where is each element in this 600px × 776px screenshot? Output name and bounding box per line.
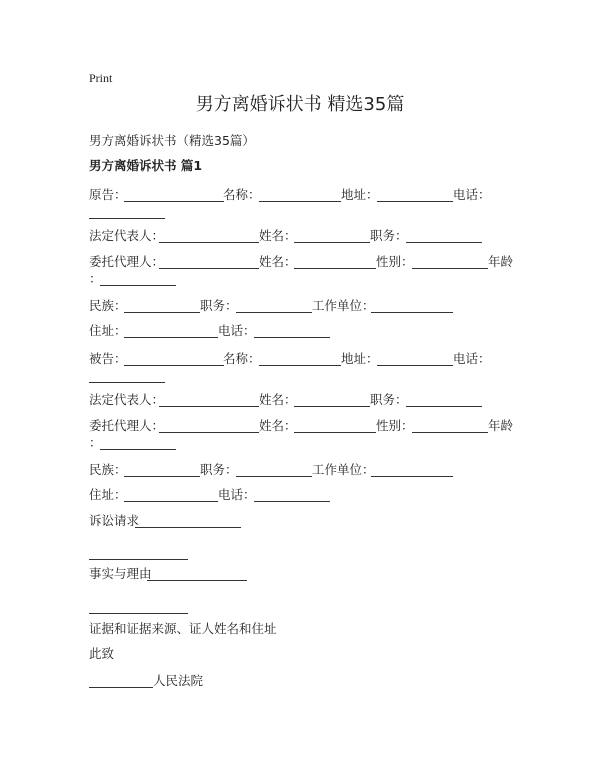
blank-field-line[interactable]	[159, 242, 259, 243]
label-evidence: 证据和证据来源、证人姓名和住址	[89, 621, 277, 636]
blank-field-line[interactable]	[236, 312, 312, 313]
label-person-name: 姓名：	[259, 228, 297, 243]
label-to: 此致	[89, 646, 115, 661]
label-position: 职务：	[200, 298, 238, 313]
label-defendant: 被告：	[89, 351, 127, 366]
blank-field-line[interactable]	[124, 337, 218, 338]
blank-field-line[interactable]	[89, 218, 165, 219]
label-agent: 委托代理人：	[89, 418, 165, 433]
label-gender: 性别：	[376, 254, 414, 269]
blank-field-line[interactable]	[254, 501, 330, 502]
label-position: 职务：	[370, 392, 408, 407]
label-ethnicity: 民族：	[89, 298, 127, 313]
blank-field-line[interactable]	[259, 201, 341, 202]
section-heading: 男方离婚诉状书 篇1	[89, 158, 203, 173]
subtitle: 男方离婚诉状书（精选35篇）	[89, 133, 255, 148]
label-ethnicity: 民族：	[89, 462, 127, 477]
label-address: 地址：	[341, 187, 379, 202]
blank-field-line[interactable]	[100, 449, 176, 450]
label-colon: ：	[89, 435, 102, 450]
blank-field-line[interactable]	[254, 337, 330, 338]
blank-field-line[interactable]	[89, 382, 165, 383]
label-person-name: 姓名：	[259, 392, 297, 407]
label-age: 年龄	[488, 418, 514, 433]
blank-field-line[interactable]	[124, 201, 224, 202]
blank-field-line[interactable]	[147, 580, 247, 581]
label-person-name: 姓名：	[259, 254, 297, 269]
label-phone: 电话：	[453, 187, 491, 202]
blank-field-line[interactable]	[124, 501, 218, 502]
label-address: 地址：	[341, 351, 379, 366]
blank-field-line[interactable]	[135, 527, 241, 528]
blank-field-line[interactable]	[89, 613, 188, 614]
label-agent: 委托代理人：	[89, 254, 165, 269]
blank-field-line[interactable]	[377, 201, 453, 202]
label-position: 职务：	[200, 462, 238, 477]
blank-field-line[interactable]	[259, 365, 341, 366]
label-phone: 电话：	[218, 487, 256, 502]
blank-field-line[interactable]	[406, 242, 482, 243]
page-title: 男方离婚诉状书 精选35篇	[195, 94, 405, 115]
label-workplace: 工作单位：	[312, 462, 375, 477]
blank-field-line[interactable]	[100, 285, 176, 286]
label-residence: 住址：	[89, 487, 127, 502]
print-link[interactable]: Print	[89, 71, 113, 85]
label-workplace: 工作单位：	[312, 298, 375, 313]
blank-field-line[interactable]	[377, 365, 453, 366]
blank-field-line[interactable]	[406, 406, 482, 407]
label-facts: 事实与理由	[89, 566, 152, 581]
blank-field-line[interactable]	[236, 476, 312, 477]
label-age: 年龄	[488, 254, 514, 269]
blank-field-line[interactable]	[412, 432, 488, 433]
label-legal-rep: 法定代表人：	[89, 228, 165, 243]
label-gender: 性别：	[376, 418, 414, 433]
label-legal-rep: 法定代表人：	[89, 392, 165, 407]
label-name: 名称：	[223, 351, 261, 366]
blank-field-line[interactable]	[89, 687, 153, 688]
label-name: 名称：	[223, 187, 261, 202]
label-colon: ：	[89, 271, 102, 286]
blank-field-line[interactable]	[159, 268, 259, 269]
blank-field-line[interactable]	[294, 242, 370, 243]
label-position: 职务：	[370, 228, 408, 243]
blank-field-line[interactable]	[294, 406, 370, 407]
blank-field-line[interactable]	[371, 476, 453, 477]
label-person-name: 姓名：	[259, 418, 297, 433]
blank-field-line[interactable]	[124, 476, 200, 477]
blank-field-line[interactable]	[124, 365, 224, 366]
blank-field-line[interactable]	[294, 268, 376, 269]
blank-field-line[interactable]	[371, 312, 453, 313]
blank-field-line[interactable]	[294, 432, 376, 433]
blank-field-line[interactable]	[159, 406, 259, 407]
label-residence: 住址：	[89, 323, 127, 338]
label-claims: 诉讼请求	[89, 513, 140, 528]
blank-field-line[interactable]	[412, 268, 488, 269]
blank-field-line[interactable]	[124, 312, 200, 313]
label-phone: 电话：	[453, 351, 491, 366]
label-plaintiff: 原告：	[89, 187, 127, 202]
blank-field-line[interactable]	[89, 559, 188, 560]
label-phone: 电话：	[218, 323, 256, 338]
blank-field-line[interactable]	[159, 432, 259, 433]
label-court: 人民法院	[153, 673, 204, 688]
